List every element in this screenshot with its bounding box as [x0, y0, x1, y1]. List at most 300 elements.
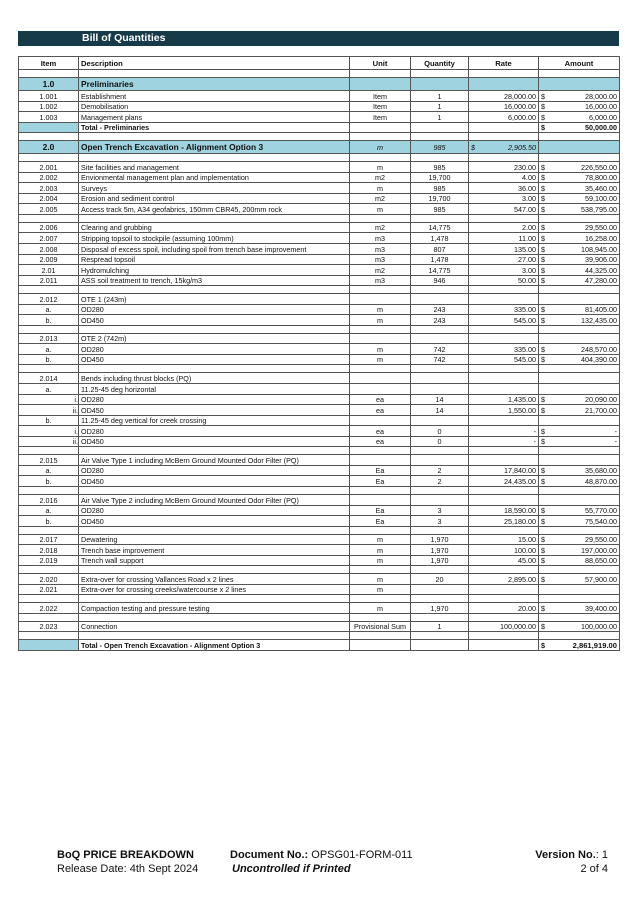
empty-cell	[19, 133, 79, 141]
description-cell: Connection	[79, 621, 350, 632]
unit-cell: m	[350, 315, 411, 326]
empty-cell	[19, 566, 79, 574]
rate-cell: 15.00	[469, 534, 539, 545]
empty-cell	[350, 154, 411, 162]
item-cell: 2.020	[19, 574, 79, 585]
footer-left	[57, 848, 198, 876]
empty-cell	[539, 133, 548, 141]
item-cell: 2.006	[19, 222, 79, 233]
item-cell: a.	[19, 384, 79, 395]
item-cell: b.	[19, 476, 79, 487]
quantity-cell: 3	[411, 505, 469, 516]
amount-cell: 226,550.00	[548, 162, 620, 173]
empty-cell	[19, 365, 79, 373]
item-cell: 2.004	[19, 193, 79, 204]
amount-currency-cell	[539, 78, 548, 91]
description-cell: Compaction testing and pressure testing	[79, 603, 350, 614]
unit-cell: m3	[350, 233, 411, 244]
amount-currency-cell: $	[539, 534, 548, 545]
amount-currency-cell: $	[539, 112, 548, 123]
amount-cell: 78,800.00	[548, 172, 620, 183]
quantity-cell: 14	[411, 394, 469, 405]
quantity-cell: 1,970	[411, 555, 469, 566]
empty-cell	[411, 70, 469, 78]
item-cell: i.	[19, 426, 79, 437]
item-cell	[19, 640, 79, 651]
quantity-cell: 243	[411, 315, 469, 326]
rate-currency-symbol: $	[471, 142, 475, 152]
description-cell: OD280	[79, 465, 350, 476]
empty-cell	[469, 632, 539, 640]
amount-cell: 55,770.00	[548, 505, 620, 516]
rate-cell: 1,435.00	[469, 394, 539, 405]
unit-cell: m	[350, 584, 411, 595]
unit-cell: Provisional Sum	[350, 621, 411, 632]
amount-currency-cell: $	[539, 621, 548, 632]
empty-cell	[539, 154, 548, 162]
spacer-row	[19, 286, 620, 294]
amount-currency-cell: $	[539, 91, 548, 102]
quantity-cell	[411, 373, 469, 384]
amount-cell	[548, 455, 620, 466]
description-cell: Demobilisation	[79, 101, 350, 112]
amount-cell: 35,680.00	[548, 465, 620, 476]
unit-cell	[350, 294, 411, 305]
table-row	[19, 465, 620, 476]
empty-cell	[19, 613, 79, 621]
table-row	[19, 384, 620, 395]
quantity-cell: 2	[411, 465, 469, 476]
rate-cell: 100.00	[469, 545, 539, 556]
quantity-cell: 243	[411, 304, 469, 315]
description-cell: OD450	[79, 436, 350, 447]
rate-cell: 3.00	[469, 193, 539, 204]
table-row	[19, 505, 620, 516]
rate-cell: -	[469, 436, 539, 447]
table-row	[19, 354, 620, 365]
rate-cell	[469, 415, 539, 426]
amount-currency-cell: $	[539, 101, 548, 112]
amount-cell: 100,000.00	[548, 621, 620, 632]
description-cell: Establishment	[79, 91, 350, 102]
amount-cell: 44,325.00	[548, 265, 620, 276]
empty-cell	[19, 447, 79, 455]
empty-cell	[19, 286, 79, 294]
rate-cell: 24,435.00	[469, 476, 539, 487]
item-cell: 2.002	[19, 172, 79, 183]
table-row	[19, 494, 620, 505]
empty-cell	[539, 613, 548, 621]
table-row	[19, 555, 620, 566]
empty-cell	[548, 447, 620, 455]
table-row	[19, 476, 620, 487]
empty-cell	[548, 566, 620, 574]
empty-cell	[469, 595, 539, 603]
unit-cell: ea	[350, 394, 411, 405]
total-row	[19, 122, 620, 133]
unit-cell	[350, 415, 411, 426]
quantity-cell: 2	[411, 476, 469, 487]
quantity-cell	[411, 584, 469, 595]
quantity-cell: 1,970	[411, 603, 469, 614]
empty-cell	[411, 613, 469, 621]
empty-cell	[469, 154, 539, 162]
amount-cell	[548, 333, 620, 344]
amount-currency-cell: $	[539, 603, 548, 614]
unit-cell	[350, 384, 411, 395]
item-cell: 2.003	[19, 183, 79, 194]
item-cell: 2.005	[19, 204, 79, 215]
empty-cell	[469, 526, 539, 534]
empty-cell	[548, 154, 620, 162]
table-row	[19, 373, 620, 384]
table-row	[19, 584, 620, 595]
footer-right	[535, 848, 608, 876]
amount-currency-cell: $	[539, 426, 548, 437]
quantity-cell: 985	[411, 162, 469, 173]
amount-currency-cell	[539, 584, 548, 595]
empty-cell	[350, 365, 411, 373]
item-cell: 2.014	[19, 373, 79, 384]
rate-cell	[469, 640, 539, 651]
page-footer	[0, 846, 637, 876]
amount-cell: 21,700.00	[548, 405, 620, 416]
description-cell: Hydromulching	[79, 265, 350, 276]
description-cell: Preliminaries	[79, 78, 350, 91]
description-cell: OD450	[79, 354, 350, 365]
amount-currency-cell: $	[539, 193, 548, 204]
empty-cell	[19, 154, 79, 162]
table-row	[19, 534, 620, 545]
empty-cell	[19, 632, 79, 640]
amount-currency-cell: $	[539, 555, 548, 566]
empty-cell	[548, 526, 620, 534]
rate-cell: 36.00	[469, 183, 539, 194]
rate-cell: 230.00	[469, 162, 539, 173]
table-row	[19, 265, 620, 276]
empty-cell	[411, 447, 469, 455]
quantity-cell	[411, 78, 469, 91]
empty-cell	[79, 133, 350, 141]
amount-cell	[548, 294, 620, 305]
unit-cell	[350, 455, 411, 466]
description-cell: OD450	[79, 516, 350, 527]
table-row	[19, 204, 620, 215]
empty-cell	[79, 286, 350, 294]
amount-cell: 6,000.00	[548, 112, 620, 123]
amount-currency-cell: $	[539, 545, 548, 556]
empty-cell	[411, 154, 469, 162]
empty-cell	[469, 447, 539, 455]
amount-currency-cell	[539, 373, 548, 384]
unit-cell: m	[350, 304, 411, 315]
amount-cell	[548, 415, 620, 426]
amount-cell	[548, 384, 620, 395]
amount-currency-cell	[539, 333, 548, 344]
table-row	[19, 603, 620, 614]
empty-cell	[548, 486, 620, 494]
rate-cell: 28,000.00	[469, 91, 539, 102]
empty-cell	[350, 486, 411, 494]
empty-cell	[350, 325, 411, 333]
amount-currency-cell	[539, 141, 548, 154]
empty-cell	[350, 286, 411, 294]
description-cell: Disposal of excess spoil, including spoil from trench base improvement	[79, 244, 350, 255]
amount-cell: 88,650.00	[548, 555, 620, 566]
unit-cell: ea	[350, 405, 411, 416]
section-header-row	[19, 78, 620, 91]
description-cell: OD280	[79, 304, 350, 315]
unit-cell: Ea	[350, 465, 411, 476]
amount-currency-cell	[539, 455, 548, 466]
amount-cell: 59,100.00	[548, 193, 620, 204]
unit-cell	[350, 640, 411, 651]
footer-version-value: : 1	[595, 849, 608, 861]
empty-cell	[19, 325, 79, 333]
spacer-row	[19, 613, 620, 621]
amount-cell: 48,870.00	[548, 476, 620, 487]
rate-cell: 25,180.00	[469, 516, 539, 527]
amount-cell: 39,400.00	[548, 603, 620, 614]
table-row	[19, 394, 620, 405]
amount-currency-cell: $	[539, 275, 548, 286]
description-cell: OD280	[79, 505, 350, 516]
table-row	[19, 112, 620, 123]
header-unit: Unit	[350, 57, 411, 70]
quantity-cell: 14,775	[411, 265, 469, 276]
item-cell: 1.001	[19, 91, 79, 102]
item-cell: b.	[19, 516, 79, 527]
empty-cell	[350, 526, 411, 534]
quantity-cell: 1,970	[411, 545, 469, 556]
amount-currency-cell: $	[539, 394, 548, 405]
empty-cell	[539, 566, 548, 574]
table-row	[19, 183, 620, 194]
unit-cell: m2	[350, 172, 411, 183]
item-cell: 2.018	[19, 545, 79, 556]
item-cell: 2.011	[19, 275, 79, 286]
empty-cell	[79, 566, 350, 574]
unit-cell	[350, 78, 411, 91]
description-cell: Dewatering	[79, 534, 350, 545]
description-cell: Open Trench Excavation - Alignment Option 3	[79, 141, 350, 154]
rate-value: 2,905.50	[508, 142, 536, 152]
description-cell: OTE 2 (742m)	[79, 333, 350, 344]
amount-currency-cell: $	[539, 122, 548, 133]
rate-cell: 45.00	[469, 555, 539, 566]
unit-cell: m	[350, 534, 411, 545]
table-row	[19, 405, 620, 416]
table-row	[19, 222, 620, 233]
unit-cell: m	[350, 204, 411, 215]
table-row	[19, 344, 620, 355]
empty-cell	[350, 566, 411, 574]
description-cell: Access track 5m, A34 geofabrics, 150mm CBR45, 200mm rock	[79, 204, 350, 215]
amount-cell: 75,540.00	[548, 516, 620, 527]
footer-version-label: Version No.	[535, 849, 596, 861]
description-cell: 11.25-45 deg vertical for creek crossing	[79, 415, 350, 426]
empty-cell	[79, 486, 350, 494]
description-cell: ASS soil treatment to trench, 15kg/m3	[79, 275, 350, 286]
rate-cell: 100,000.00	[469, 621, 539, 632]
empty-cell	[19, 595, 79, 603]
rate-cell: 545.00	[469, 315, 539, 326]
empty-cell	[469, 133, 539, 141]
header-description: Description	[79, 57, 350, 70]
table-row	[19, 304, 620, 315]
amount-currency-cell: $	[539, 505, 548, 516]
spacer-row	[19, 595, 620, 603]
description-cell: Respread topsoil	[79, 254, 350, 265]
item-cell: b.	[19, 415, 79, 426]
quantity-cell: 1,478	[411, 233, 469, 244]
quantity-cell: 14	[411, 405, 469, 416]
header-amount: Amount	[539, 57, 620, 70]
amount-currency-cell: $	[539, 405, 548, 416]
empty-cell	[469, 365, 539, 373]
spacer-row	[19, 325, 620, 333]
title-bar	[18, 31, 619, 46]
amount-cell: -	[548, 426, 620, 437]
empty-cell	[350, 133, 411, 141]
unit-cell	[350, 373, 411, 384]
item-cell: 2.017	[19, 534, 79, 545]
empty-cell	[411, 365, 469, 373]
unit-cell: m	[350, 545, 411, 556]
item-cell: 2.012	[19, 294, 79, 305]
rate-cell: 135.00	[469, 244, 539, 255]
rate-cell: 2,895.00	[469, 574, 539, 585]
empty-cell	[469, 325, 539, 333]
table-row	[19, 574, 620, 585]
empty-cell	[350, 70, 411, 78]
empty-cell	[19, 214, 79, 222]
amount-cell: 197,000.00	[548, 545, 620, 556]
item-cell: 2.022	[19, 603, 79, 614]
empty-cell	[548, 632, 620, 640]
quantity-cell	[411, 494, 469, 505]
unit-cell: Item	[350, 91, 411, 102]
unit-cell	[350, 122, 411, 133]
unit-cell: m	[350, 183, 411, 194]
amount-cell: 35,460.00	[548, 183, 620, 194]
item-cell: b.	[19, 354, 79, 365]
quantity-cell: 985	[411, 204, 469, 215]
description-cell: Air Valve Type 1 including McBern Ground Mounted Odor Filter (PQ)	[79, 455, 350, 466]
rate-cell: 2.00	[469, 222, 539, 233]
quantity-cell	[411, 333, 469, 344]
table-row	[19, 101, 620, 112]
empty-cell	[539, 447, 548, 455]
rate-cell	[469, 141, 539, 154]
description-cell: OD280	[79, 344, 350, 355]
quantity-cell: 1	[411, 621, 469, 632]
empty-cell	[539, 526, 548, 534]
amount-cell: 47,280.00	[548, 275, 620, 286]
unit-cell: m	[350, 574, 411, 585]
description-cell: OD280	[79, 426, 350, 437]
amount-cell: 50,000.00	[548, 122, 620, 133]
spacer-row	[19, 154, 620, 162]
description-cell: Management plans	[79, 112, 350, 123]
table-row	[19, 254, 620, 265]
empty-cell	[79, 632, 350, 640]
amount-currency-cell: $	[539, 244, 548, 255]
description-cell: OTE 1 (243m)	[79, 294, 350, 305]
table-row	[19, 315, 620, 326]
amount-cell: 248,570.00	[548, 344, 620, 355]
description-cell: Air Valve Type 2 including McBern Ground Mounted Odor Filter (PQ)	[79, 494, 350, 505]
amount-currency-cell: $	[539, 476, 548, 487]
item-cell: 1.002	[19, 101, 79, 112]
amount-cell: 404,390.00	[548, 354, 620, 365]
description-cell: OD280	[79, 394, 350, 405]
empty-cell	[539, 325, 548, 333]
unit-cell: Ea	[350, 476, 411, 487]
amount-currency-cell: $	[539, 344, 548, 355]
rate-cell	[469, 78, 539, 91]
item-cell: 2.0	[19, 141, 79, 154]
quantity-cell: 807	[411, 244, 469, 255]
empty-cell	[19, 526, 79, 534]
header-quantity: Quantity	[411, 57, 469, 70]
empty-cell	[79, 595, 350, 603]
amount-currency-cell: $	[539, 304, 548, 315]
item-cell: 2.016	[19, 494, 79, 505]
amount-cell	[548, 141, 620, 154]
empty-cell	[350, 214, 411, 222]
empty-cell	[411, 214, 469, 222]
amount-cell: 29,550.00	[548, 534, 620, 545]
amount-currency-cell: $	[539, 436, 548, 447]
empty-cell	[548, 365, 620, 373]
item-cell: 2.001	[19, 162, 79, 173]
unit-cell: Ea	[350, 516, 411, 527]
unit-cell: m	[350, 354, 411, 365]
amount-cell: 81,405.00	[548, 304, 620, 315]
amount-currency-cell: $	[539, 465, 548, 476]
amount-cell: 108,945.00	[548, 244, 620, 255]
quantity-cell: 1	[411, 101, 469, 112]
rate-cell: 547.00	[469, 204, 539, 215]
empty-cell	[411, 133, 469, 141]
empty-cell	[79, 526, 350, 534]
rate-cell: 18,590.00	[469, 505, 539, 516]
table-row	[19, 415, 620, 426]
amount-cell: 16,258.00	[548, 233, 620, 244]
empty-cell	[548, 286, 620, 294]
quantity-cell	[411, 455, 469, 466]
footer-title: BoQ PRICE BREAKDOWN	[57, 849, 194, 861]
amount-currency-cell	[539, 294, 548, 305]
table-row	[19, 426, 620, 437]
empty-cell	[548, 214, 620, 222]
quantity-cell: 1	[411, 112, 469, 123]
rate-cell: 1,550.00	[469, 405, 539, 416]
amount-cell	[548, 78, 620, 91]
spacer-row	[19, 70, 620, 78]
unit-cell: m2	[350, 222, 411, 233]
description-cell: Erosion and sediment control	[79, 193, 350, 204]
description-cell: OD450	[79, 315, 350, 326]
amount-cell: 57,900.00	[548, 574, 620, 585]
item-cell: 2.023	[19, 621, 79, 632]
footer-uncontrolled: Uncontrolled if Printed	[232, 863, 351, 875]
description-cell: OD450	[79, 476, 350, 487]
unit-cell: m3	[350, 254, 411, 265]
empty-cell	[548, 133, 620, 141]
empty-cell	[79, 447, 350, 455]
